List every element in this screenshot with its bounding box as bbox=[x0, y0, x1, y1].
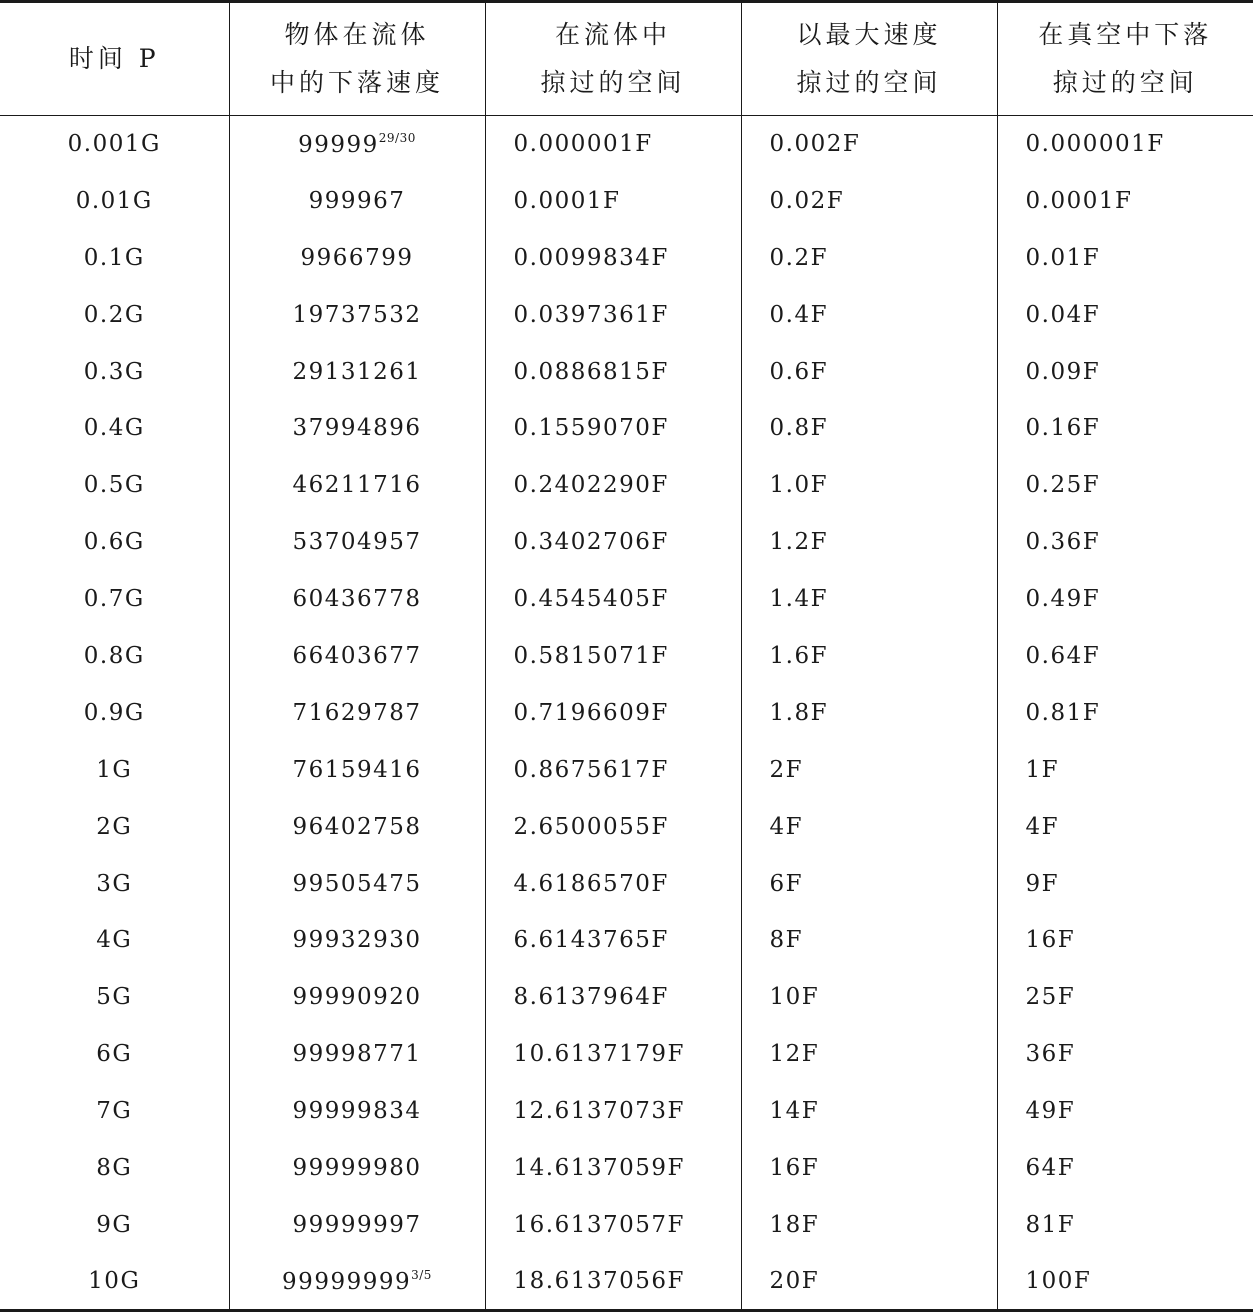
space-fluid-cell-value: 10.6137179F bbox=[513, 1041, 685, 1068]
space-max-cell-value: 0.2F bbox=[769, 244, 829, 271]
space-vacuum-cell bbox=[997, 855, 1253, 912]
time-cell-value: 0.7G bbox=[83, 586, 145, 613]
time-cell-value: 0.6G bbox=[83, 529, 145, 556]
table-row bbox=[0, 343, 1253, 400]
velocity-cell-value: 46211716 bbox=[292, 472, 422, 499]
time-cell-value: 0.8G bbox=[83, 642, 145, 669]
velocity-cell-value: 29131261 bbox=[292, 358, 422, 385]
space-vacuum-cell bbox=[997, 571, 1253, 628]
space-fluid-cell bbox=[485, 1026, 741, 1083]
space-fluid-cell-value: 0.0001F bbox=[513, 187, 621, 214]
table-row bbox=[0, 1196, 1253, 1253]
space-vacuum-cell bbox=[997, 286, 1253, 343]
time-cell-value: 0.1G bbox=[83, 244, 145, 271]
velocity-fraction: 29/30 bbox=[378, 130, 416, 145]
space-max-cell-value: 0.4F bbox=[769, 301, 829, 328]
space-vacuum-cell-value: 0.01F bbox=[1025, 244, 1101, 271]
table-header bbox=[0, 2, 1253, 116]
space-max-cell bbox=[741, 1026, 997, 1083]
space-max-cell-value: 10F bbox=[769, 984, 820, 1011]
space-vacuum-cell bbox=[997, 798, 1253, 855]
velocity-cell-value: 76159416 bbox=[292, 756, 422, 783]
table-row bbox=[0, 172, 1253, 229]
space-vacuum-cell bbox=[997, 1026, 1253, 1083]
space-fluid-cell bbox=[485, 116, 741, 173]
time-cell bbox=[0, 1026, 229, 1083]
space-max-cell-value: 0.6F bbox=[769, 358, 829, 385]
space-vacuum-cell-value: 0.49F bbox=[1025, 586, 1101, 613]
space-fluid-cell-value: 16.6137057F bbox=[513, 1211, 685, 1238]
space-fluid-cell bbox=[485, 571, 741, 628]
space-vacuum-cell bbox=[997, 1253, 1253, 1310]
table-row bbox=[0, 400, 1253, 457]
space-fluid-cell bbox=[485, 514, 741, 571]
time-cell bbox=[0, 798, 229, 855]
space-fluid-cell bbox=[485, 684, 741, 741]
time-cell-value: 0.3G bbox=[83, 358, 145, 385]
space-vacuum-cell-value: 0.04F bbox=[1025, 301, 1101, 328]
table-row bbox=[0, 1026, 1253, 1083]
velocity-cell bbox=[229, 514, 485, 571]
velocity-cell bbox=[229, 571, 485, 628]
table-row bbox=[0, 684, 1253, 741]
space-vacuum-cell bbox=[997, 1140, 1253, 1197]
space-max-cell bbox=[741, 684, 997, 741]
time-cell bbox=[0, 1140, 229, 1197]
time-cell-value: 5G bbox=[96, 984, 133, 1011]
table-body bbox=[0, 116, 1253, 1311]
velocity-cell-value: 999967 bbox=[308, 187, 406, 214]
space-fluid-cell bbox=[485, 457, 741, 514]
velocity-cell bbox=[229, 912, 485, 969]
space-max-cell bbox=[741, 1253, 997, 1310]
space-max-cell bbox=[741, 912, 997, 969]
time-cell-value: 2G bbox=[96, 813, 133, 840]
space-fluid-cell-value: 18.6137056F bbox=[513, 1268, 685, 1294]
table-row bbox=[0, 1083, 1253, 1140]
space-max-cell-value: 8F bbox=[769, 927, 804, 954]
velocity-cell bbox=[229, 116, 485, 173]
table-row bbox=[0, 571, 1253, 628]
space-fluid-cell bbox=[485, 855, 741, 912]
header-space-fluid-line-2: 掠过的空间 bbox=[540, 68, 686, 97]
time-cell bbox=[0, 855, 229, 912]
velocity-cell-value: 71629787 bbox=[292, 699, 422, 726]
velocity-cell-value: 37994896 bbox=[292, 415, 422, 442]
space-vacuum-cell bbox=[997, 172, 1253, 229]
space-max-cell bbox=[741, 1196, 997, 1253]
velocity-cell bbox=[229, 229, 485, 286]
velocity-cell-value: 53704957 bbox=[292, 529, 422, 556]
velocity-cell bbox=[229, 457, 485, 514]
time-cell bbox=[0, 912, 229, 969]
table-row bbox=[0, 229, 1253, 286]
space-fluid-cell-value: 8.6137964F bbox=[513, 984, 669, 1011]
time-cell-value: 9G bbox=[96, 1211, 133, 1238]
space-vacuum-cell bbox=[997, 969, 1253, 1026]
space-max-cell bbox=[741, 400, 997, 457]
space-vacuum-cell bbox=[997, 1196, 1253, 1253]
space-vacuum-cell-value: 36F bbox=[1025, 1041, 1076, 1068]
space-max-cell-value: 1.0F bbox=[769, 472, 829, 499]
space-fluid-cell-value: 14.6137059F bbox=[513, 1154, 685, 1181]
time-cell-value: 0.4G bbox=[83, 415, 145, 442]
velocity-cell-value: 99932930 bbox=[292, 927, 422, 954]
velocity-cell-value: 99990920 bbox=[292, 984, 422, 1011]
space-fluid-cell-value: 2.6500055F bbox=[513, 813, 669, 840]
time-cell-value: 10G bbox=[88, 1268, 141, 1294]
velocity-cell bbox=[229, 172, 485, 229]
space-fluid-cell bbox=[485, 798, 741, 855]
time-cell-value: 0.001G bbox=[67, 131, 161, 158]
space-max-cell-value: 2F bbox=[769, 756, 804, 783]
time-cell bbox=[0, 400, 229, 457]
velocity-cell-value: 19737532 bbox=[292, 301, 422, 328]
velocity-cell bbox=[229, 741, 485, 798]
header-space-max-line-2: 掠过的空间 bbox=[796, 68, 942, 97]
table-row bbox=[0, 1253, 1253, 1310]
velocity-cell bbox=[229, 798, 485, 855]
space-fluid-cell bbox=[485, 1253, 741, 1310]
velocity-cell bbox=[229, 684, 485, 741]
velocity-cell bbox=[229, 628, 485, 685]
space-fluid-cell bbox=[485, 628, 741, 685]
time-cell-value: 1G bbox=[96, 756, 133, 783]
space-max-cell bbox=[741, 457, 997, 514]
time-cell bbox=[0, 1196, 229, 1253]
space-vacuum-cell-value: 0.25F bbox=[1025, 472, 1101, 499]
time-cell bbox=[0, 286, 229, 343]
time-cell-value: 3G bbox=[96, 870, 133, 897]
time-cell bbox=[0, 457, 229, 514]
velocity-cell-value: 99505475 bbox=[292, 870, 422, 897]
space-vacuum-cell-value: 1F bbox=[1025, 756, 1060, 783]
velocity-cell bbox=[229, 343, 485, 400]
header-time bbox=[0, 2, 229, 116]
table-row bbox=[0, 628, 1253, 685]
space-fluid-cell bbox=[485, 1140, 741, 1197]
space-max-cell bbox=[741, 286, 997, 343]
time-cell bbox=[0, 514, 229, 571]
space-fluid-cell bbox=[485, 1083, 741, 1140]
table-row bbox=[0, 741, 1253, 798]
space-fluid-cell-value: 0.7196609F bbox=[513, 699, 669, 726]
table-row bbox=[0, 969, 1253, 1026]
velocity-cell bbox=[229, 1196, 485, 1253]
time-cell bbox=[0, 628, 229, 685]
space-max-cell bbox=[741, 571, 997, 628]
space-fluid-cell bbox=[485, 172, 741, 229]
space-vacuum-cell bbox=[997, 116, 1253, 173]
space-max-cell bbox=[741, 628, 997, 685]
space-fluid-cell-value: 0.3402706F bbox=[513, 529, 669, 556]
space-vacuum-cell-value: 25F bbox=[1025, 984, 1076, 1011]
space-fluid-cell bbox=[485, 969, 741, 1026]
space-vacuum-cell-value: 0.0001F bbox=[1025, 187, 1133, 214]
velocity-cell-value: 66403677 bbox=[292, 642, 422, 669]
time-cell-value: 4G bbox=[96, 927, 133, 954]
header-space-max bbox=[741, 2, 997, 116]
header-space-max-line-1: 以最大速度 bbox=[796, 20, 942, 49]
space-vacuum-cell-value: 0.81F bbox=[1025, 699, 1101, 726]
velocity-cell-value: 96402758 bbox=[292, 813, 422, 840]
space-max-cell bbox=[741, 855, 997, 912]
velocity-cell-value: 99999997 bbox=[292, 1211, 422, 1238]
space-vacuum-cell-value: 16F bbox=[1025, 927, 1076, 954]
space-max-cell bbox=[741, 969, 997, 1026]
space-max-cell-value: 6F bbox=[769, 870, 804, 897]
velocity-cell-value: 99999980 bbox=[292, 1154, 422, 1181]
header-velocity-line-1: 物体在流体 bbox=[284, 20, 430, 49]
space-max-cell-value: 1.4F bbox=[769, 586, 829, 613]
space-max-cell bbox=[741, 172, 997, 229]
velocity-cell bbox=[229, 1253, 485, 1310]
time-cell-value: 7G bbox=[96, 1098, 133, 1125]
velocity-cell bbox=[229, 969, 485, 1026]
velocity-cell-value: 99999834 bbox=[292, 1098, 422, 1125]
space-fluid-cell-value: 0.000001F bbox=[513, 131, 653, 158]
space-max-cell-value: 1.6F bbox=[769, 642, 829, 669]
velocity-cell bbox=[229, 1026, 485, 1083]
table-row bbox=[0, 116, 1253, 173]
space-fluid-cell-value: 6.6143765F bbox=[513, 927, 669, 954]
velocity-cell-value: 99999 bbox=[298, 131, 379, 158]
velocity-cell bbox=[229, 1083, 485, 1140]
space-fluid-cell bbox=[485, 229, 741, 286]
space-vacuum-cell-value: 9F bbox=[1025, 870, 1060, 897]
time-cell bbox=[0, 343, 229, 400]
space-max-cell-value: 1.8F bbox=[769, 699, 829, 726]
space-fluid-cell bbox=[485, 1196, 741, 1253]
time-cell-value: 6G bbox=[96, 1041, 133, 1068]
space-max-cell-value: 14F bbox=[769, 1098, 820, 1125]
velocity-cell-value: 99998771 bbox=[292, 1041, 422, 1068]
space-vacuum-cell-value: 100F bbox=[1025, 1268, 1092, 1294]
space-vacuum-cell-value: 0.36F bbox=[1025, 529, 1101, 556]
space-fluid-cell bbox=[485, 400, 741, 457]
velocity-cell-value: 9966799 bbox=[300, 244, 414, 271]
space-vacuum-cell-value: 0.16F bbox=[1025, 415, 1101, 442]
time-cell bbox=[0, 116, 229, 173]
space-fluid-cell-value: 0.2402290F bbox=[513, 472, 669, 499]
space-fluid-cell-value: 0.0886815F bbox=[513, 358, 669, 385]
time-cell-value: 8G bbox=[96, 1154, 133, 1181]
space-max-cell-value: 0.02F bbox=[769, 187, 845, 214]
space-fluid-cell bbox=[485, 912, 741, 969]
space-fluid-cell-value: 0.1559070F bbox=[513, 415, 669, 442]
table-row bbox=[0, 912, 1253, 969]
time-cell-value: 0.9G bbox=[83, 699, 145, 726]
header-row bbox=[0, 2, 1253, 116]
space-vacuum-cell bbox=[997, 514, 1253, 571]
space-vacuum-cell bbox=[997, 343, 1253, 400]
space-max-cell-value: 1.2F bbox=[769, 529, 829, 556]
time-cell bbox=[0, 571, 229, 628]
space-max-cell-value: 20F bbox=[769, 1268, 820, 1294]
time-cell-value: 0.2G bbox=[83, 301, 145, 328]
space-fluid-cell-value: 0.8675617F bbox=[513, 756, 669, 783]
time-cell bbox=[0, 684, 229, 741]
header-space-fluid bbox=[485, 2, 741, 116]
velocity-cell bbox=[229, 855, 485, 912]
header-time-line-1: 时间 P bbox=[68, 44, 160, 73]
space-max-cell bbox=[741, 343, 997, 400]
time-cell-value: 0.01G bbox=[75, 187, 153, 214]
space-fluid-cell bbox=[485, 343, 741, 400]
space-fluid-cell-value: 4.6186570F bbox=[513, 870, 669, 897]
space-vacuum-cell-value: 81F bbox=[1025, 1211, 1076, 1238]
time-cell-value: 0.5G bbox=[83, 472, 145, 499]
velocity-cell bbox=[229, 400, 485, 457]
space-vacuum-cell bbox=[997, 1083, 1253, 1140]
time-cell bbox=[0, 229, 229, 286]
space-max-cell bbox=[741, 229, 997, 286]
space-vacuum-cell bbox=[997, 400, 1253, 457]
table-row bbox=[0, 1140, 1253, 1197]
header-velocity bbox=[229, 2, 485, 116]
space-fluid-cell-value: 0.0397361F bbox=[513, 301, 669, 328]
space-fluid-cell bbox=[485, 286, 741, 343]
space-vacuum-cell-value: 0.000001F bbox=[1025, 131, 1165, 158]
velocity-cell-value: 99999999 bbox=[282, 1268, 412, 1295]
space-fluid-cell bbox=[485, 741, 741, 798]
space-max-cell bbox=[741, 116, 997, 173]
space-vacuum-cell-value: 64F bbox=[1025, 1154, 1076, 1181]
velocity-fraction: 3/5 bbox=[411, 1267, 432, 1282]
table-row bbox=[0, 514, 1253, 571]
header-space-fluid-line-1: 在流体中 bbox=[554, 20, 671, 49]
space-vacuum-cell bbox=[997, 457, 1253, 514]
space-vacuum-cell-value: 0.09F bbox=[1025, 358, 1101, 385]
velocity-cell-value: 60436778 bbox=[292, 586, 422, 613]
space-max-cell bbox=[741, 741, 997, 798]
space-max-cell-value: 0.8F bbox=[769, 415, 829, 442]
header-space-vacuum-line-1: 在真空中下落 bbox=[1038, 20, 1213, 49]
space-fluid-cell-value: 0.0099834F bbox=[513, 244, 669, 271]
table-row bbox=[0, 457, 1253, 514]
space-vacuum-cell bbox=[997, 628, 1253, 685]
time-cell bbox=[0, 172, 229, 229]
table-row bbox=[0, 798, 1253, 855]
header-space-vacuum bbox=[997, 2, 1253, 116]
space-max-cell-value: 12F bbox=[769, 1041, 820, 1068]
space-vacuum-cell-value: 0.64F bbox=[1025, 642, 1101, 669]
space-vacuum-cell bbox=[997, 684, 1253, 741]
time-cell bbox=[0, 1253, 229, 1310]
velocity-cell bbox=[229, 286, 485, 343]
space-max-cell bbox=[741, 1083, 997, 1140]
space-max-cell bbox=[741, 1140, 997, 1197]
space-fluid-cell-value: 12.6137073F bbox=[513, 1098, 685, 1125]
space-vacuum-cell bbox=[997, 741, 1253, 798]
space-vacuum-cell bbox=[997, 229, 1253, 286]
space-vacuum-cell-value: 4F bbox=[1025, 813, 1060, 840]
space-max-cell bbox=[741, 514, 997, 571]
space-vacuum-cell bbox=[997, 912, 1253, 969]
space-vacuum-cell-value: 49F bbox=[1025, 1098, 1076, 1125]
table-row bbox=[0, 855, 1253, 912]
space-max-cell-value: 18F bbox=[769, 1211, 820, 1238]
header-space-vacuum-line-2: 掠过的空间 bbox=[1052, 68, 1198, 97]
space-max-cell-value: 16F bbox=[769, 1154, 820, 1181]
space-max-cell-value: 0.002F bbox=[769, 131, 861, 158]
space-max-cell-value: 4F bbox=[769, 813, 804, 840]
header-velocity-line-2: 中的下落速度 bbox=[269, 68, 444, 97]
space-fluid-cell-value: 0.4545405F bbox=[513, 586, 669, 613]
table-row bbox=[0, 286, 1253, 343]
velocity-cell bbox=[229, 1140, 485, 1197]
time-cell bbox=[0, 969, 229, 1026]
time-cell bbox=[0, 741, 229, 798]
time-cell bbox=[0, 1083, 229, 1140]
space-max-cell bbox=[741, 798, 997, 855]
space-fluid-cell-value: 0.5815071F bbox=[513, 642, 669, 669]
